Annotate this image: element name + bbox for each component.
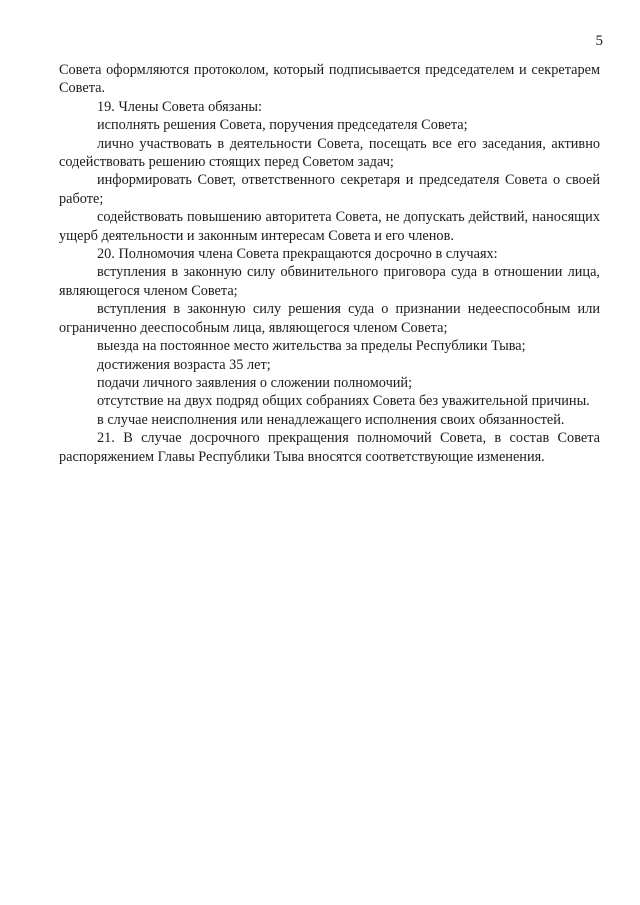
paragraph-continuation: Совета оформляются протоколом, который подписывается председателем и секретарем Совета.	[59, 62, 600, 97]
paragraph: в случае неисполнения или ненадлежащего исполнения своих обязанностей.	[97, 411, 565, 428]
paragraph-item-20-heading: 20. Полномочия члена Совета прекращаются досрочно в случаях:	[97, 246, 498, 263]
paragraph: подачи личного заявления о сложении полномочий;	[97, 374, 413, 391]
document-body	[59, 61, 600, 466]
paragraph: выезда на постоянное место жительства за пределы Республики Тыва;	[97, 338, 526, 355]
paragraph: вступления в законную силу обвинительного приговора суда в отношении лица, являющегося членом Совета;	[59, 264, 600, 299]
paragraph: вступления в законную силу решения суда о признании недееспособным или ограниченно дееспособным лица, являющегося членом Совета;	[59, 301, 600, 336]
paragraph-item-19-heading: 19. Члены Совета обязаны:	[97, 98, 262, 115]
page-number: 5	[595, 33, 603, 49]
paragraph: достижения возраста 35 лет;	[97, 356, 271, 373]
paragraph: информировать Совет, ответственного секретаря и председателя Совета о своей работе;	[59, 172, 600, 207]
paragraph: лично участвовать в деятельности Совета, посещать все его заседания, активно содействовать решению стоящих перед Советом задач;	[59, 135, 600, 171]
paragraph: содействовать повышению авторитета Совета, не допускать действий, наносящих ущерб деятельности и законным интересам Совета и его членов.	[59, 209, 600, 244]
paragraph-item-21: 21. В случае досрочного прекращения полномочий Совета, в состав Совета распоряжением Главы Республики Тыва вносятся соответствующие изменения.	[59, 430, 600, 465]
paragraph: отсутствие на двух подряд общих собраниях Совета без уважительной причины.	[97, 393, 590, 410]
paragraph: исполнять решения Совета, поручения председателя Совета;	[97, 117, 468, 134]
